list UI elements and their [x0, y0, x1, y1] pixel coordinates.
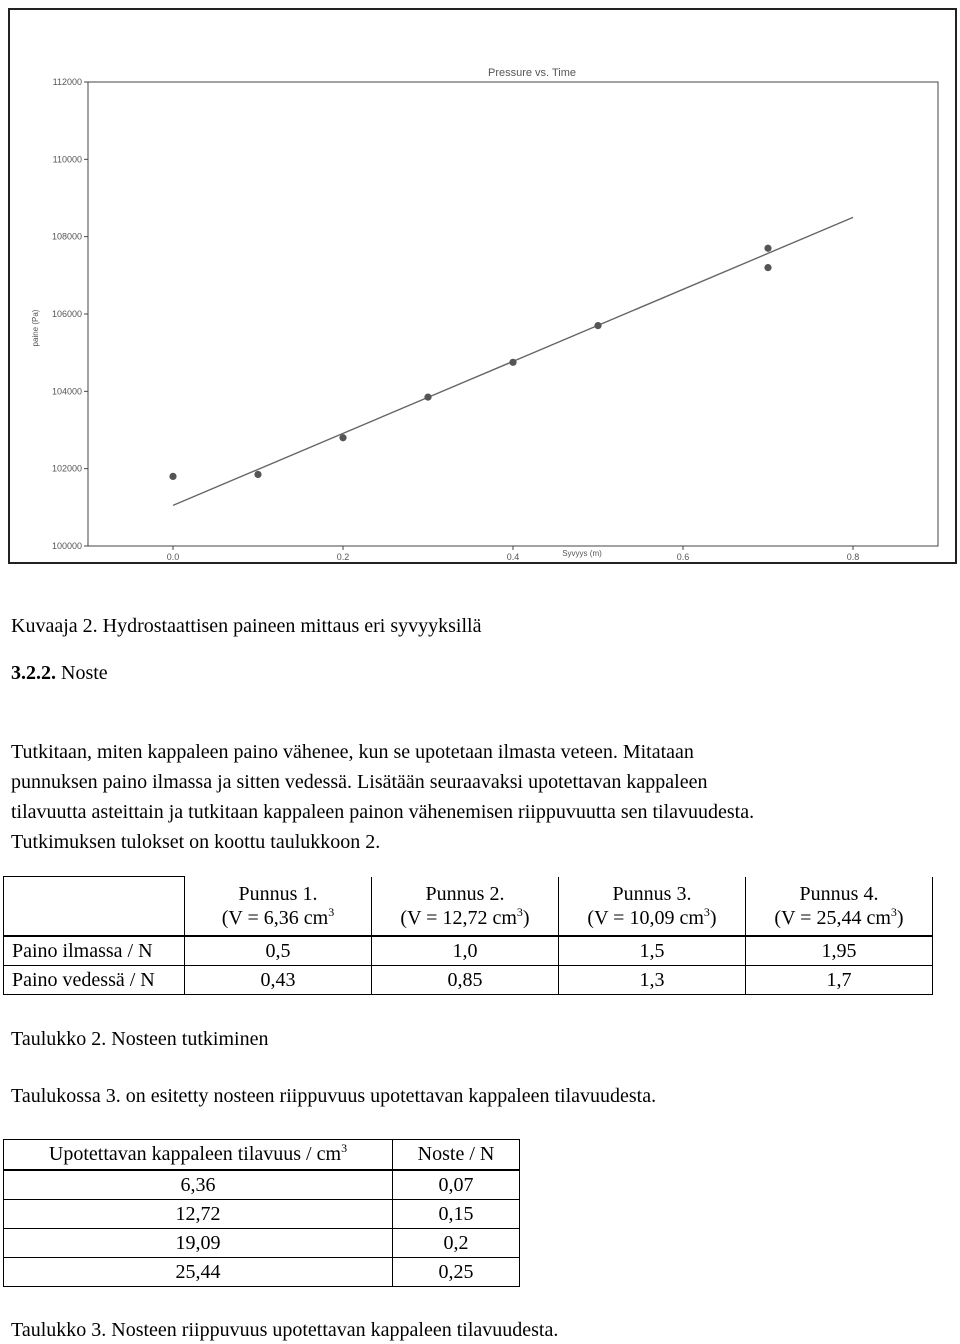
table-header-cell [4, 1140, 393, 1171]
y-tick-label: 100000 [51, 541, 82, 551]
chart-ylabel: paine (Pa) [31, 309, 40, 347]
table-cell: 0,2 [393, 1229, 520, 1258]
data-point [764, 245, 771, 252]
table-cell: 0,5 [185, 936, 372, 966]
superscript: 3 [516, 904, 523, 919]
x-tick-label: 0.2 [336, 552, 350, 562]
table-cell: 1,3 [559, 966, 746, 995]
header-volume: (V = 25,44 cm [774, 906, 891, 929]
table-header-cell [372, 877, 559, 937]
header-volume: (V = 6,36 cm [221, 906, 329, 929]
y-tick-label: 112000 [52, 77, 82, 87]
y-tick-label: 108000 [51, 231, 82, 242]
data-point [594, 322, 601, 329]
table-header-cell [746, 877, 933, 937]
table-cell: 0,25 [393, 1258, 520, 1287]
table-cell: 0,43 [185, 966, 372, 995]
pressure-chart [8, 8, 957, 564]
superscript: 3 [328, 904, 335, 919]
superscript: 3 [341, 1141, 348, 1155]
section-number: 3.2.2. [11, 662, 56, 684]
table-cell: 12,72 [4, 1200, 393, 1229]
x-tick-label: 0.8 [846, 552, 860, 562]
section-heading [11, 661, 108, 685]
data-point [169, 473, 176, 480]
table-cell: 6,36 [4, 1170, 393, 1200]
weights-table [3, 876, 933, 995]
plot-area [88, 82, 938, 546]
table-cell: 25,44 [4, 1258, 393, 1287]
table-header-row [4, 877, 933, 937]
row-label: Paino vedessä / N [4, 966, 185, 995]
buoyancy-table [3, 1139, 520, 1287]
table-header-cell [559, 877, 746, 937]
table-caption: Taulukko 3. Nosteen riippuvuus upotettavan kappaleen tilavuudesta. [11, 1319, 559, 1341]
paragraph-line: Tutkitaan, miten kappaleen paino vähenee, kun se upotetaan ilmasta veteen. Mitataan [11, 741, 694, 763]
header-close: ) [522, 906, 530, 929]
table-intro: Taulukossa 3. on esitetty nosteen riippuvuus upotettavan kappaleen tilavuudesta. [11, 1085, 657, 1107]
table-cell: 1,95 [746, 936, 933, 966]
data-point [509, 359, 516, 366]
header-text: Upotettavan kappaleen tilavuus / cm [48, 1143, 342, 1165]
header-volume: (V = 12,72 cm [400, 906, 517, 929]
body-paragraph [11, 737, 941, 857]
header-name: Punnus 3. [612, 882, 692, 905]
table-cell: 1,5 [559, 936, 746, 966]
data-point [764, 264, 771, 271]
table-header-cell: Noste / N [393, 1140, 520, 1171]
header-close: ) [709, 906, 717, 929]
paragraph-line: tilavuutta asteittain ja tutkitaan kappaleen painon vähenemisen riippuvuutta sen tilavuudesta. [11, 801, 755, 823]
row-label: Paino ilmassa / N [4, 936, 185, 966]
header-volume: (V = 10,09 cm [587, 906, 704, 929]
table-header-row [4, 1140, 520, 1171]
paragraph-line: punnuksen paino ilmassa ja sitten vedessä. Lisätään seuraavaksi upotettavan kappaleen [11, 771, 708, 793]
table-row [4, 1258, 520, 1287]
y-tick-label: 110000 [52, 154, 82, 165]
header-name: Punnus 2. [425, 882, 505, 905]
table-cell: 0,85 [372, 966, 559, 995]
y-tick-label: 102000 [51, 463, 82, 474]
table-row [4, 1229, 520, 1258]
table-row [4, 1170, 520, 1200]
x-tick-label: 0.6 [676, 552, 690, 562]
x-tick-label: 0.0 [166, 552, 180, 562]
header-close: ) [896, 906, 904, 929]
table-cell: 1,0 [372, 936, 559, 966]
header-name: Punnus 4. [799, 882, 879, 905]
chart-title: Pressure vs. Time [487, 67, 577, 79]
superscript: 3 [890, 904, 897, 919]
table-cell: 0,15 [393, 1200, 520, 1229]
data-point [339, 434, 346, 441]
x-tick-label: 0.4 [506, 552, 520, 562]
superscript: 3 [703, 904, 710, 919]
data-point [254, 471, 261, 478]
table-cell: 1,7 [746, 966, 933, 995]
chart-xlabel: Syvyys (m) [562, 549, 602, 558]
y-tick-label: 106000 [51, 309, 82, 319]
figure-caption: Kuvaaja 2. Hydrostaattisen paineen mittaus eri syvyyksillä [11, 615, 482, 637]
header-name: Punnus 1. [238, 882, 318, 905]
table-cell: 19,09 [4, 1229, 393, 1258]
table-corner-cell [4, 877, 185, 937]
paragraph-line: Tutkimuksen tulokset on koottu taulukkoon 2. [11, 831, 381, 853]
table-row [4, 936, 933, 966]
table-caption: Taulukko 2. Nosteen tutkiminen [11, 1028, 269, 1050]
data-point [424, 394, 431, 401]
chart-canvas [10, 10, 955, 562]
table-row [4, 1200, 520, 1229]
table-row [4, 966, 933, 995]
table-cell: 0,07 [393, 1170, 520, 1200]
section-title: Noste [61, 662, 108, 684]
table-header-cell [185, 877, 372, 937]
y-tick-label: 104000 [51, 386, 82, 397]
